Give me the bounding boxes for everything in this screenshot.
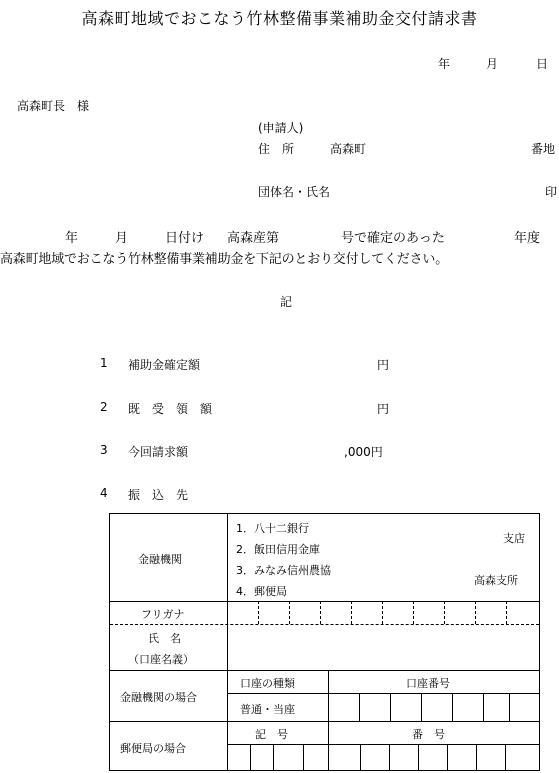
address-suffix: 番地 (531, 142, 556, 156)
symbol-label: 記 号 (255, 728, 288, 741)
body-fiscal: 年度 (514, 231, 541, 246)
row-divider (110, 721, 539, 722)
date-year: 年 (438, 57, 451, 71)
account-type-divider (328, 670, 329, 721)
row-divider-dashed (110, 624, 539, 625)
post-symbol-divider (328, 721, 329, 770)
institution-label: 金融機関 (138, 553, 182, 566)
body-ref-suffix: 号で確定のあった (341, 231, 445, 246)
account-digit-divider (359, 693, 360, 721)
body-date-suffix: 日付け (165, 231, 205, 246)
item-1-label: 補助金確定額 (128, 358, 201, 372)
post-digit-divider (360, 744, 361, 770)
furigana-divider (320, 601, 321, 624)
post-digit-divider (273, 744, 274, 770)
furigana-divider (475, 601, 476, 624)
row-divider (227, 693, 539, 694)
item-3-value: ,000円 (344, 445, 383, 459)
body-year: 年 (65, 231, 79, 246)
account-digit-divider (421, 693, 422, 721)
body-line2: 高森町地域でおこなう竹林整備事業補助金を下記のとおり交付してください。 (0, 252, 449, 267)
account-digit-divider (509, 693, 510, 721)
account-digit-divider (390, 693, 391, 721)
item-2-value: 円 (377, 402, 390, 416)
bank-case-label: 金融機関の場合 (120, 691, 197, 704)
item-2-label: 既 受 領 額 (128, 402, 213, 416)
addressee: 高森町長 様 (17, 99, 90, 113)
item-4-num: 4 (100, 486, 108, 500)
applicant-label: (申請人) (258, 121, 304, 135)
date-day: 日 (536, 57, 549, 71)
account-number-label: 口座番号 (406, 677, 450, 690)
takamori-branch: 高森支所 (474, 574, 518, 587)
account-holder-label: 氏 名 (148, 632, 181, 645)
body-month: 月 (115, 231, 129, 246)
page-title: 高森町地域でおこなう竹林整備事業補助金交付請求書 (81, 9, 478, 28)
furigana-divider (351, 601, 352, 624)
item-2-num: 2 (100, 400, 108, 414)
bank-option-3: 3．みなみ信州農協 (236, 564, 331, 577)
item-4-label: 振 込 先 (128, 488, 189, 502)
item-3-num: 3 (100, 443, 108, 457)
number-label: 番 号 (412, 728, 445, 741)
furigana-divider (382, 601, 383, 624)
furigana-divider (413, 601, 414, 624)
post-digit-divider (250, 744, 251, 770)
post-digit-divider (476, 744, 477, 770)
furigana-divider (506, 601, 507, 624)
address-value: 高森町 (330, 142, 367, 156)
post-digit-divider (303, 744, 304, 770)
row-divider (110, 670, 539, 671)
bank-option-2: 2．飯田信用金庫 (236, 543, 320, 556)
seal-mark: 印 (545, 185, 558, 199)
date-month: 月 (486, 57, 499, 71)
ki-label: 記 (280, 295, 293, 309)
name-label: 団体名・氏名 (258, 185, 331, 199)
account-type-label: 口座の種類 (240, 677, 295, 690)
account-name-label: （口座名義） (128, 653, 194, 666)
item-3-label: 今回請求額 (128, 445, 189, 459)
account-digit-divider (452, 693, 453, 721)
address-label: 住 所 (258, 142, 295, 156)
furigana-label: フリガナ (141, 608, 185, 621)
post-digit-divider (418, 744, 419, 770)
body-ref: 高森産第 (227, 231, 280, 246)
account-digit-divider (483, 693, 484, 721)
post-digit-divider (505, 744, 506, 770)
furigana-divider (444, 601, 445, 624)
item-1-value: 円 (377, 358, 390, 372)
bank-option-4: 4．郵便局 (236, 585, 287, 598)
bank-option-1: 1．八十二銀行 (236, 522, 309, 535)
post-digit-divider (389, 744, 390, 770)
furigana-divider (258, 601, 259, 624)
furigana-divider (289, 601, 290, 624)
item-1-num: 1 (100, 356, 108, 370)
post-digit-divider (447, 744, 448, 770)
col-divider (227, 514, 228, 770)
bank-transfer-table (109, 513, 540, 771)
account-type-value: 普通・当座 (240, 703, 295, 716)
branch-suffix: 支店 (503, 532, 525, 545)
post-case-label: 郵便局の場合 (120, 742, 186, 755)
